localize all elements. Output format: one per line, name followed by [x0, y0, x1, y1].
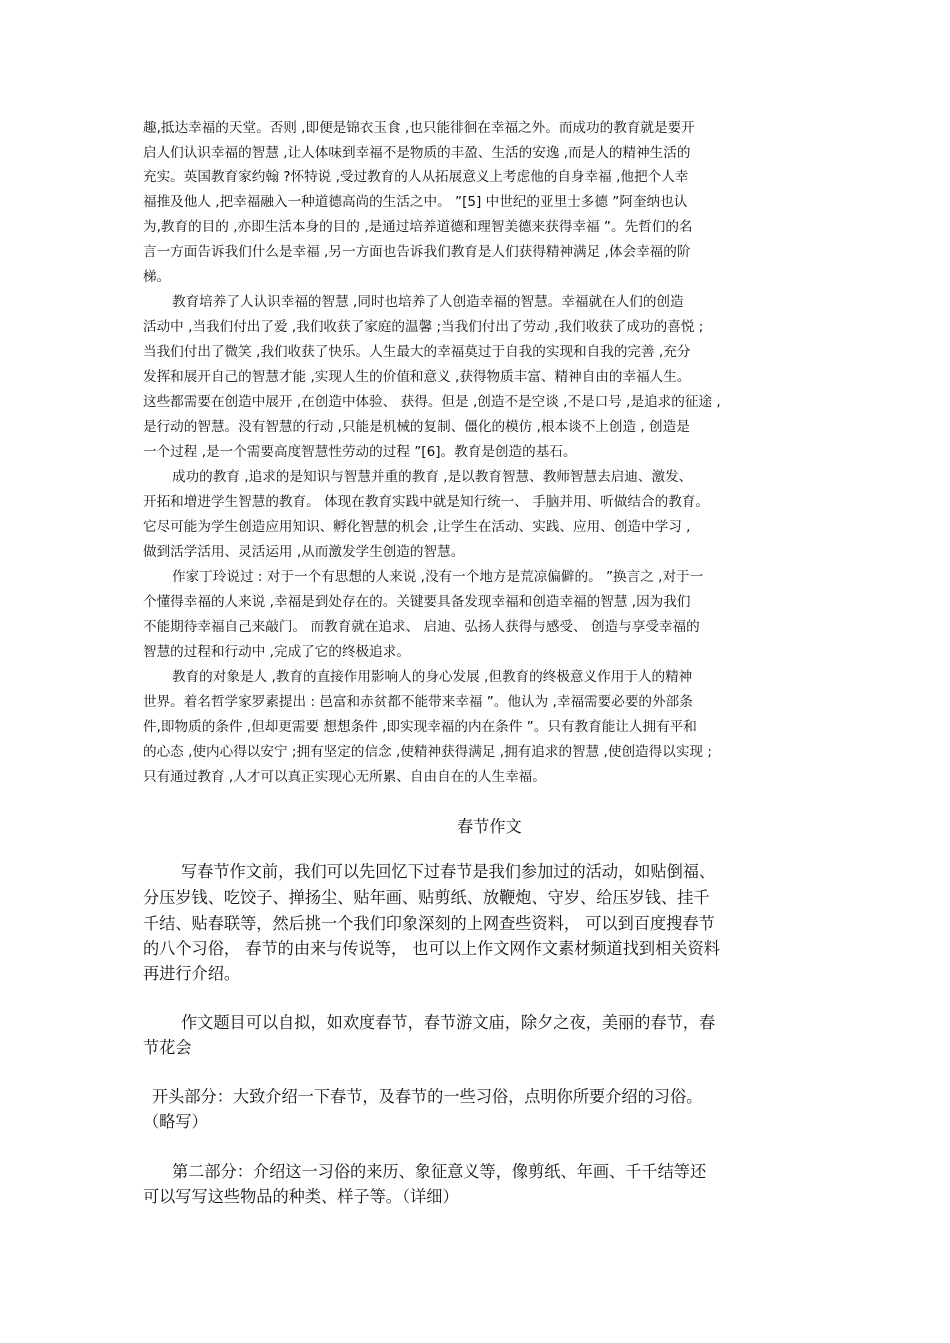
body-line: 个懂得幸福的人来说 ,幸福是到处存在的。关键要具备发现幸福和创造幸福的智慧 ,因为我们 — [143, 594, 691, 610]
body-line: 它尽可能为学生创造应用知识、孵化智慧的机会 ,让学生在活动、实践、应用、创造中学习 , — [143, 519, 691, 535]
body-line: 这些都需要在创造中展开 ,在创造中体验、 获得。但是 ,创造不是空谈 ,不是口号 ,是追求的征途 , — [143, 394, 721, 410]
essay-line: 节花会 — [143, 1038, 192, 1057]
body-line: 智慧的过程和行动中 ,完成了它的终极追求。 — [143, 644, 410, 660]
essay-line: （略写） — [143, 1112, 208, 1131]
body-line: 件,即物质的条件 ,但却更需要 想想条件 ,即实现幸福的内在条件 ”。只有教育能让人拥有平和 — [143, 719, 697, 735]
body-line: 不能期待幸福自己来敲门。 而教育就在追求、 启迪、弘扬人获得与感受、 创造与享受幸福的 — [143, 619, 700, 635]
body-line: 只有通过教育 ,人才可以真正实现心无所累、自由自在的人生幸福。 — [143, 769, 546, 785]
body-line: 是行动的智慧。没有智慧的行动 ,只能是机械的复制、僵化的模仿 ,根本谈不上创造 , 创造是 — [143, 419, 690, 435]
body-line: 发挥和展开自己的智慧才能 ,实现人生的价值和意义 ,获得物质丰富、精神自由的幸福人生。 — [143, 369, 691, 385]
essay-line: 的八个习俗， 春节的由来与传说等， 也可以上作文网作文素材频道找到相关资料 — [143, 939, 720, 958]
body-line: 充实。英国教育家约翰 ?怀特说 ,受过教育的人从拓展意义上考虑他的自身幸福 ,他把个人幸 — [143, 169, 689, 185]
body-line: 活动中 ,当我们付出了爱 ,我们收获了家庭的温馨 ;当我们付出了劳动 ,我们收获了成功的喜悦 ; — [143, 319, 704, 335]
body-line: 为,教育的目的 ,亦即生活本身的目的 ,是通过培养道德和理智美德来获得幸福 ”。先哲们的名 — [143, 219, 693, 235]
body-line: 世界。着名哲学家罗素提出 : 邑富和赤贫都不能带来幸福 ”。他认为 ,幸福需要必要的外部条 — [143, 694, 693, 710]
body-line: 一个过程 ,是一个需要高度智慧性劳动的过程 ”[6]。教育是创造的基石。 — [143, 444, 577, 460]
essay-line: 写春节作文前，我们可以先回忆下过春节是我们参加过的活动，如贴倒福、 — [181, 862, 716, 881]
body-line: 当我们付出了微笑 ,我们收获了快乐。人生最大的幸福莫过于自我的实现和自我的完善 ,充分 — [143, 344, 691, 360]
paragraph-first-line: 教育培养了人认识幸福的智慧 ,同时也培养了人创造幸福的智慧。幸福就在人们的创造 — [172, 294, 684, 310]
essay-line: 千结、贴春联等，然后挑一个我们印象深刻的上网查些资料， 可以到百度搜春节 — [143, 914, 715, 933]
paragraph-first-line: 成功的教育 ,追求的是知识与智慧并重的教育 ,是以教育智慧、教师智慧去启迪、激发、 — [172, 469, 693, 485]
paragraph-first-line: 教育的对象是人 ,教育的直接作用影响人的身心发展 ,但教育的终极意义作用于人的精神 — [172, 669, 693, 685]
body-line: 梯。 — [143, 269, 171, 285]
body-line: 的心态 ,使内心得以安宁 ;拥有坚定的信念 ,使精神获得满足 ,拥有追求的智慧 ,使创造得以实现 ; — [143, 744, 712, 760]
essay-line: 开头部分：大致介绍一下春节，及春节的一些习俗，点明你所要介绍的习俗。 — [152, 1087, 703, 1106]
body-line: 趣,抵达幸福的天堂。否则 ,即便是锦衣玉食 ,也只能徘徊在幸福之外。而成功的教育就是要开 — [143, 120, 695, 136]
essay-line: 作文题目可以自拟，如欢度春节，春节游文庙，除夕之夜，美丽的春节，春 — [181, 1013, 716, 1032]
body-line: 开拓和增进学生智慧的教育。 体现在教育实践中就是知行统一、 手脑并用、听做结合的教育。 — [143, 494, 709, 510]
body-line: 福推及他人 ,把幸福融入一种道德高尚的生活之中。 ”[5] 中世纪的亚里士多德 ”阿奎纳也认 — [143, 194, 688, 210]
body-line: 言一方面告诉我们什么是幸福 ,另一方面也告诉我们教育是人们获得精神满足 ,体会幸福的阶 — [143, 244, 691, 260]
paragraph-first-line: 作家丁玲说过 : 对于一个有思想的人来说 ,没有一个地方是荒凉偏僻的。 ”换言之 ,对于一 — [172, 569, 704, 585]
essay-line: 分压岁钱、吃饺子、掸扬尘、贴年画、贴剪纸、放鞭炮、守岁、给压岁钱、挂千 — [143, 888, 710, 907]
body-line: 启人们认识幸福的智慧 ,让人体味到幸福不是物质的丰盈、生活的安逸 ,而是人的精神生活的 — [143, 145, 691, 161]
essay-line: 再进行介绍。 — [143, 964, 241, 983]
essay-line: 可以写写这些物品的种类、样子等。（详细） — [143, 1187, 459, 1206]
essay-line: 第二部分：介绍这一习俗的来历、象征意义等，像剪纸、年画、千千结等还 — [172, 1162, 707, 1181]
essay-title: 春节作文 — [457, 817, 522, 836]
body-line: 做到活学活用、灵活运用 ,从而激发学生创造的智慧。 — [143, 544, 465, 560]
